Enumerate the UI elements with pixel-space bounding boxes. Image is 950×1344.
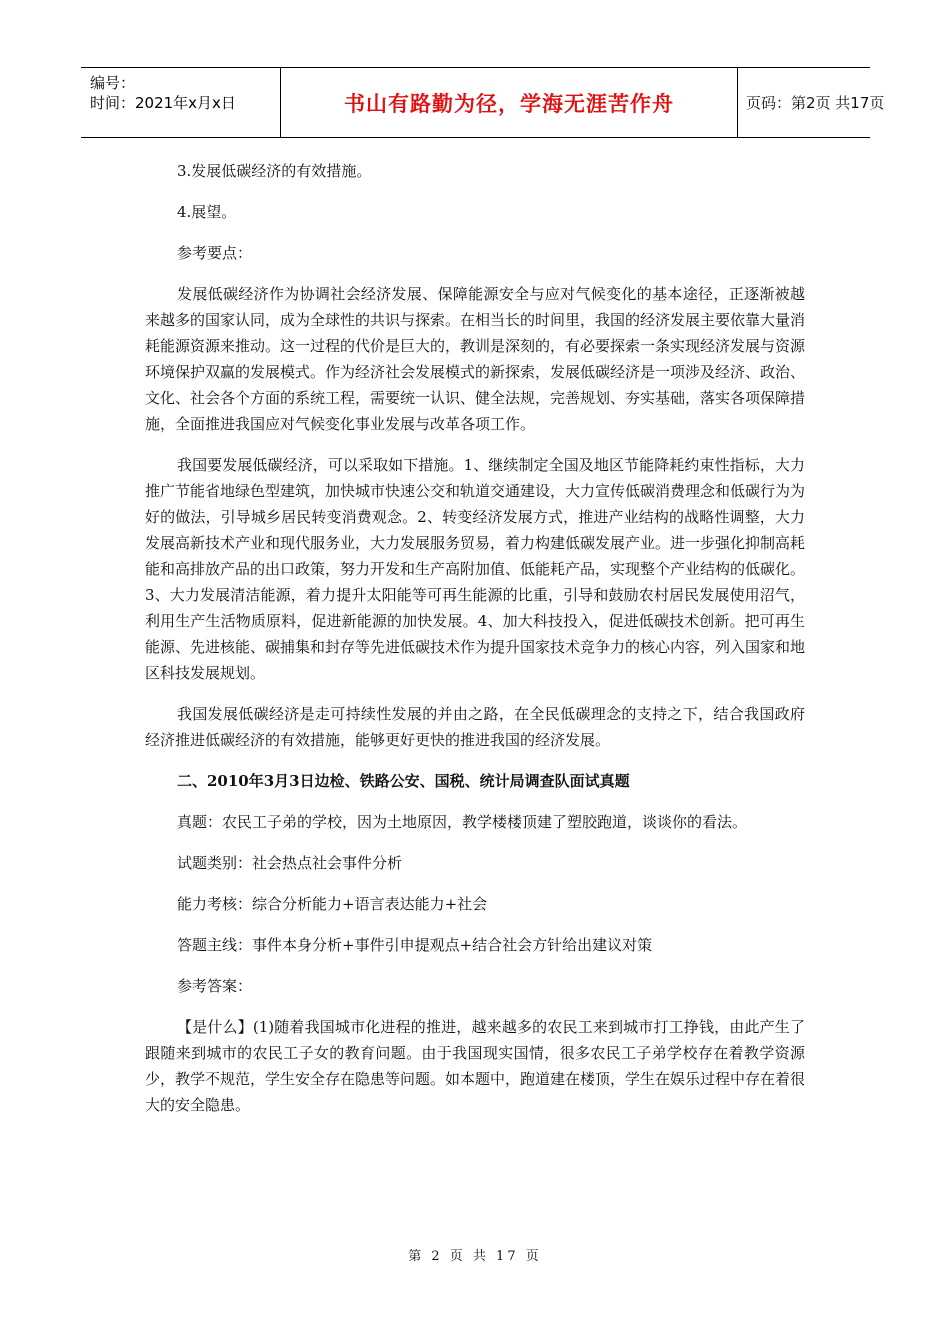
page-code-cell: [738, 68, 885, 137]
answer-mainline: 答题主线：事件本身分析+事件引申提观点+结合社会方针给出建议对策: [177, 936, 653, 954]
paragraph-reference-2: 我国要发展低碳经济，可以采取如下措施。1、继续制定全国及地区节能降耗约束性指标，大力推广节能省地绿色型建筑，加快城市快速公交和轨道交通建设，大力宣传低碳消费理念和低碳行为为好的做法，引导城乡居民转变消费观念。2、转变经济发展方式，推进产业结构的战略性调整，大力发展高新技术产业和现代服务业，大力发展服务贸易，着力构建低碳发展产业。进一步强化抑制高耗能和高排放产品的出口政策，努力开发和生产高附加值、低能耗产品，实现整个产业结构的低碳化。3、大力发展清洁能源，着力提升太阳能等可再生能源的比重，引导和鼓励农村居民发展使用沼气，利用生产生活物质原料，促进新能源的加快发展。4、加大科技投入，促进低碳技术创新。把可再生能源、先进核能、碳捕集和封存等先进低碳技术作为提升国家技术竞争力的核心内容，列入国家和地区科技发展规划。: [145, 456, 806, 682]
answer-text: (1)随着我国城市化进程的推进，越来越多的农民工来到城市打工挣钱，由此产生了跟随来到城市的农民工子女的教育问题。由于我国现实国情，很多农民工子弟学校存在着教学资源少，教学不规范，学生安全存在隐患等问题。如本题中，跑道建在楼顶，学生在娱乐过程中存在着很大的安全隐患。: [145, 1018, 806, 1114]
number-label: 编号：: [90, 74, 136, 92]
motto-cell: [280, 68, 738, 137]
page-header: [81, 67, 885, 138]
paragraph-reference-label: 参考要点：: [177, 244, 253, 262]
ability-assessment: 能力考核：综合分析能力+语言表达能力+社会: [177, 895, 488, 913]
section-heading: 二、2010年3月3日边检、铁路公安、国税、统计局调查队面试真题: [177, 772, 630, 790]
question-text: 真题：农民工子弟的学校，因为土地原因，教学楼楼顶建了塑胶跑道，谈谈你的看法。: [177, 813, 748, 831]
reference-answer-label: 参考答案：: [177, 977, 253, 995]
paragraph-outlook: 4.展望。: [177, 203, 237, 221]
paragraph-reference-3: 我国发展低碳经济是走可持续性发展的并由之路，在全民低碳理念的支持之下，结合我国政府经济推进低碳经济的有效措施，能够更好更快的推进我国的经济发展。: [145, 705, 805, 749]
paragraph-reference-1: 发展低碳经济作为协调社会经济发展、保障能源安全与应对气候变化的基本途径，正逐渐被越来越多的国家认同，成为全球性的共识与探索。在相当长的时间里，我国的经济发展主要依靠大量消耗能源资源来推动。这一过程的代价是巨大的，教训是深刻的，有必要探索一条实现经济发展与资源环境保护双赢的发展模式。作为经济社会发展模式的新探索，发展低碳经济是一项涉及经济、政治、文化、社会各个方面的系统工程，需要统一认识、健全法规，完善规划、夯实基础，落实各项保障措施，全面推进我国应对气候变化事业发展与改革各项工作。: [145, 285, 806, 433]
page-code: 页码：第2页 共17页: [746, 94, 885, 112]
document-body: [145, 158, 805, 1118]
date-label: 时间：2021年x月x日: [90, 94, 236, 112]
paragraph-measures: 3.发展低碳经济的有效措施。: [177, 162, 372, 180]
answer-tag: 【是什么】: [177, 1018, 253, 1036]
answer-paragraph-1: [145, 1014, 805, 1118]
page-footer: 第 2 页 共 17 页: [408, 1249, 542, 1264]
motto-text: 书山有路勤为径，学海无涯苦作舟: [344, 91, 674, 116]
header-info-cell: [81, 68, 279, 137]
question-category: 试题类别：社会热点社会事件分析: [177, 854, 403, 872]
